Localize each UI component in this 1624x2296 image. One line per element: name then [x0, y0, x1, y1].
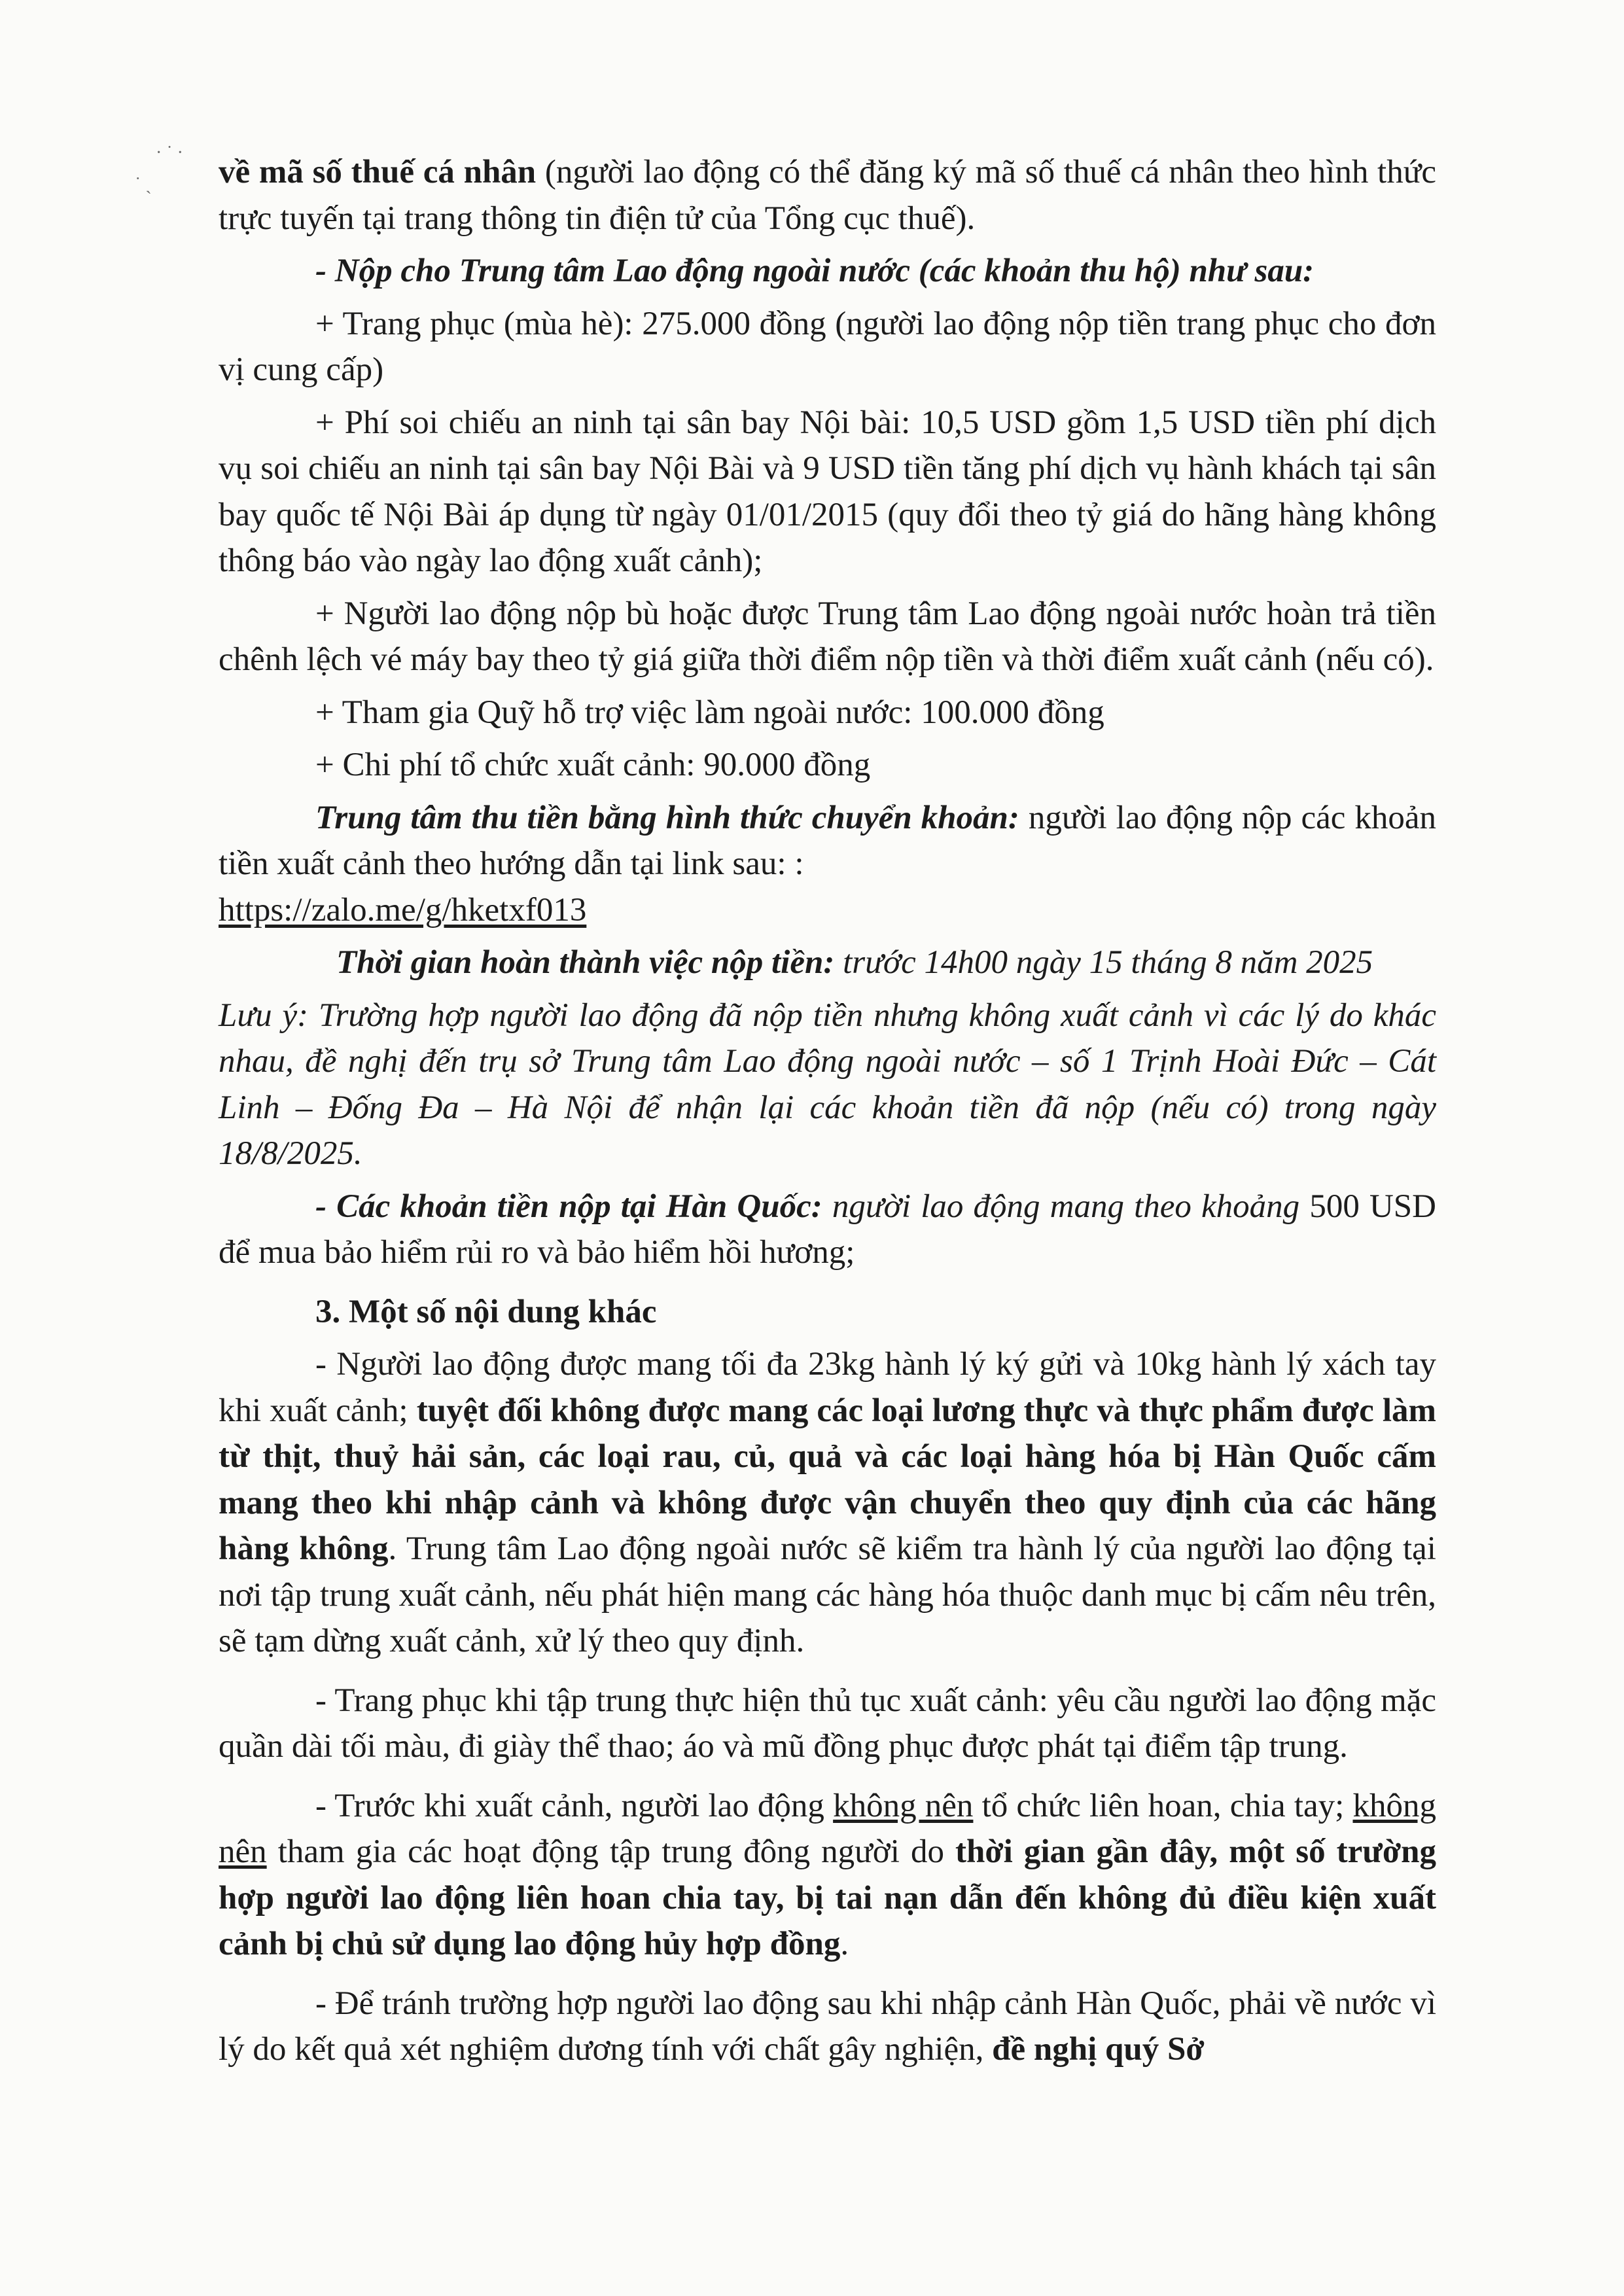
paragraph-support-fund: + Tham gia Quỹ hỗ trợ việc làm ngoài nước: 100.000 đồng: [315, 694, 1104, 731]
bold-phrase: về mã số thuế cá nhân: [219, 154, 537, 190]
paragraph-deadline: Thời gian hoàn thành việc nộp tiền: trước 14h00 ngày 15 tháng 8 năm 2025: [336, 944, 1373, 981]
paragraph-exit-cost: + Chi phí tổ chức xuất cảnh: 90.000 đồng: [315, 747, 871, 783]
paragraph-uniform: + Trang phục (mùa hè): 275.000 đồng (người lao động nộp tiền trang phục cho đơn vị cung cấp): [219, 305, 1436, 388]
bold-phrase: - Các khoản tiền nộp tại Hàn Quốc:: [315, 1188, 822, 1225]
section-heading-3: 3. Một số nội dung khác: [315, 1293, 657, 1330]
underlined-phrase: không nên: [833, 1787, 974, 1824]
bold-phrase: thời gian gần đây, một số trường hợp người lao động liên hoan chia tay, bị tai nạn dẫn đến không đủ điều kiện xuất cảnh bị chủ sử dụng lao động hủy hợp đồng: [219, 1833, 1436, 1962]
bold-phrase: Thời gian hoàn thành việc nộp tiền:: [336, 944, 835, 981]
paragraph-note: Lưu ý: Trường hợp người lao động đã nộp tiền nhưng không xuất cảnh vì các lý do khác nhau, đề nghị đến trụ sở Trung tâm Lao động ngoài nước – số 1 Trịnh Hoài Đức – Cát Linh – Đống Đa – Hà Nội để nhận lại các khoản tiền đã nộp (nếu có) trong ngày 18/8/2025.: [219, 997, 1436, 1172]
paragraph-luggage: - Người lao động được mang tối đa 23kg hành lý ký gửi và 10kg hành lý xách tay khi xuất cảnh; tuyệt đối không được mang các loại lương thực và thực phẩm được làm từ thịt, thuỷ hải sản, các loại rau, củ, quả và các loại hàng hóa bị Hàn Quốc cấm mang theo khi nhập cảnh và không được vận chuyển theo quy định của các hãng hàng không. Trung tâm Lao động ngoài nước sẽ kiểm tra hành lý của người lao động tại nơi tập trung xuất cảnh, nếu phát hiện mang các hàng hóa thuộc danh mục bị cấm nêu trên, sẽ tạm dừng xuất cảnh, xử lý theo quy định.: [219, 1346, 1436, 1659]
paragraph-farewell: - Trước khi xuất cảnh, người lao động không nên tổ chức liên hoan, chia tay; không nên tham gia các hoạt động tập trung đông người do thời gian gần đây, một số trường hợp người lao động liên hoan chia tay, bị tai nạn dẫn đến không đủ điều kiện xuất cảnh bị chủ sử dụng lao động hủy hợp đồng.: [219, 1787, 1436, 1962]
paragraph-ticket-difference: + Người lao động nộp bù hoặc được Trung tâm Lao động ngoài nước hoàn trả tiền chênh lệch vé máy bay theo tỷ giá giữa thời điểm nộp tiền và thời điểm xuất cảnh (nếu có).: [219, 595, 1436, 678]
bold-phrase: đề nghị quý Sở: [992, 2031, 1205, 2068]
paragraph-korea-fees: - Các khoản tiền nộp tại Hàn Quốc: người lao động mang theo khoảng 500 USD để mua bảo hiểm rủi ro và bảo hiểm hồi hương;: [219, 1188, 1436, 1271]
paragraph-tax-code: về mã số thuế cá nhân (người lao động có thể đăng ký mã số thuế cá nhân theo hình thức trực tuyến tại trang thông tin điện tử của Tổng cục thuế).: [219, 154, 1436, 237]
zalo-link[interactable]: https://zalo.me/g/hketxf013: [219, 891, 587, 928]
bold-phrase: Trung tâm thu tiền bằng hình thức chuyển khoản:: [315, 799, 1019, 836]
bold-phrase: tuyệt đối không được mang các loại lương thực và thực phẩm được làm từ thịt, thuỷ hải sản, các loại rau, củ, quả và các loại hàng hóa bị Hàn Quốc cấm mang theo khi nhập cảnh và không được vận chuyển theo quy định của các hãng hàng không: [219, 1392, 1436, 1567]
paragraph-clothing: - Trang phục khi tập trung thực hiện thủ tục xuất cảnh: yêu cầu người lao động mặc quần dài tối màu, đi giày thể thao; áo và mũ đồng phục được phát tại điểm tập trung.: [219, 1682, 1436, 1765]
underlined-phrase: không nên: [219, 1787, 1436, 1870]
paragraph-bank-transfer: Trung tâm thu tiền bằng hình thức chuyển khoản: người lao động nộp các khoản tiền xuất cảnh theo hướng dẫn tại link sau: : https://zalo.me/g/hketxf013: [219, 799, 1436, 928]
scan-mark: ˙ ˎ: [135, 174, 152, 194]
paragraph-security-fee: + Phí soi chiếu an ninh tại sân bay Nội bài: 10,5 USD gồm 1,5 USD tiền phí dịch vụ soi chiếu an ninh tại sân bay Nội Bài và 9 USD tiền tăng phí dịch vụ hành khách tại sân bay quốc tế Nội Bài áp dụng từ ngày 01/01/2015 (quy đổi theo tỷ giá do hãng hàng không thông báo vào ngày lao động xuất cảnh);: [219, 404, 1436, 579]
paragraph-fees-heading: - Nộp cho Trung tâm Lao động ngoài nước (các khoản thu hộ) như sau:: [315, 253, 1315, 289]
paragraph-drug-test: - Để tránh trường hợp người lao động sau khi nhập cảnh Hàn Quốc, phải về nước vì lý do kết quả xét nghiệm dương tính với chất gây nghiện, đề nghị quý Sở: [219, 1985, 1436, 2068]
scan-mark: · ˙ ·: [156, 143, 183, 163]
